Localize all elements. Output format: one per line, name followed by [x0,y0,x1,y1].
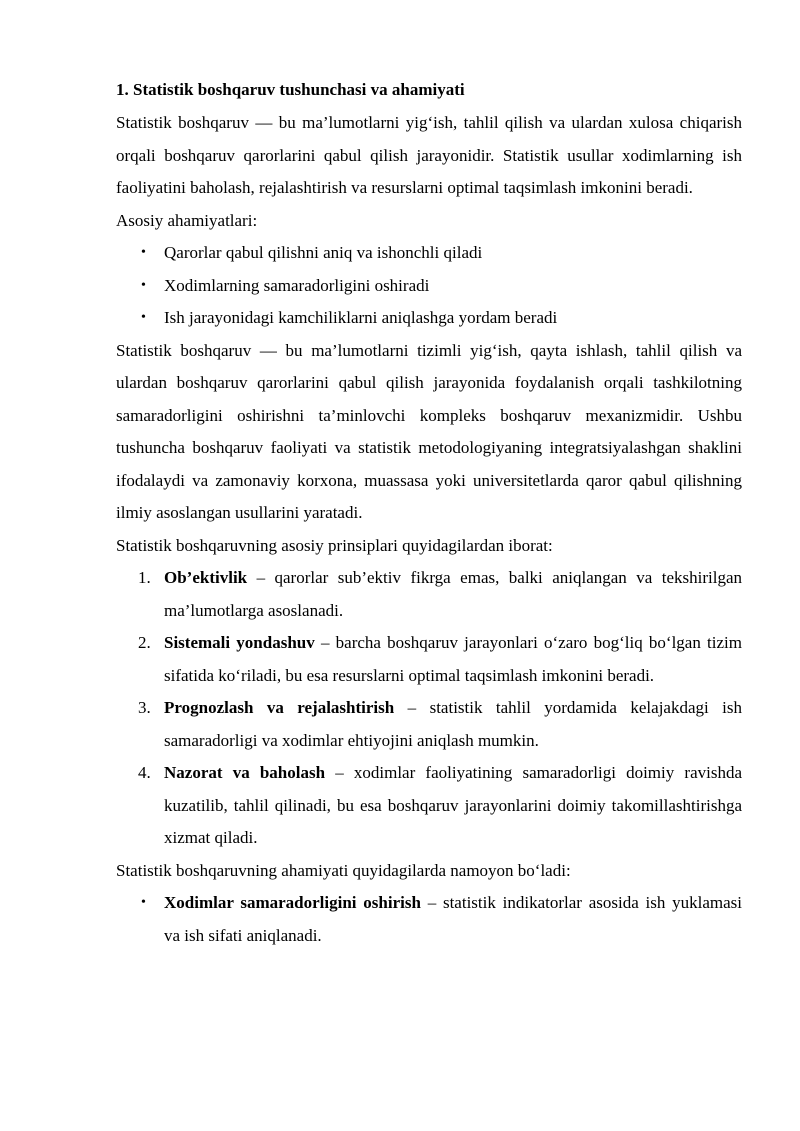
list-item [116,562,742,627]
importance-label: Statistik boshqaruvning ahamiyati quyidagilarda namoyon bo‘ladi: [116,860,571,880]
principle-term: Prognozlash va rejalashtirish [164,698,395,717]
intro-paragraph: Statistik boshqaruv — bu ma’lumotlarni yig‘ish, tahlil qilish va ulardan xulosa chiqarish orqali boshqaruv qarorlarini qabul qilish jarayonidir. Statistik usullar xodimlarning ish faoliyatini baholash, rejalashtirish va resurslarni optimal taqsimlash imkonini beradi. [116,113,742,197]
principles-label: Statistik boshqaruvning asosiy prinsiplari quyidagilardan iborat: [116,535,553,555]
bullet-icon: • [141,277,146,293]
list-number: 2. [138,633,151,652]
principles-list [116,562,742,855]
list-item: • Qarorlar qabul qilishni aniq va ishonchli qiladi [116,237,742,270]
list-number: 4. [138,763,151,782]
list-item [116,887,742,952]
list-number: 3. [138,698,151,717]
principle-text: – xodimlar faoliyatining samaradorligi doimiy ravishda kuzatilib, tahlil qilinadi, bu esa boshqaruv jarayonlarini doimiy takomillashtirishga xizmat qiladi. [164,763,742,847]
definition-paragraph: Statistik boshqaruv — bu ma’lumotlarni tizimli yig‘ish, qayta ishlash, tahlil qilish va ulardan boshqaruv qarorlarini qabul qilish jarayonida foydalanish orqali tashkilotning samaradorligini oshirishni ta’minlovchi kompleks boshqaruv mexanizmidir. Ushbu tushuncha boshqaruv faoliyati va statistik metodologiyaning integratsiyalashgan shaklini ifodalaydi va zamonaviy korxona, muassasa yoki universitetlarda qaror qabul qilishning ilmiy asoslangan usullarini yaratadi. [116,340,742,522]
key-list [116,237,742,335]
principle-text: – statistik tahlil yordamida kelajakdagi ish samaradorligi va xodimlar ehtiyojini aniqlash mumkin. [164,698,742,750]
list-item [116,692,742,757]
principle-term: Sistemali yondashuv [164,633,315,652]
key-label: Asosiy ahamiyatlari: [116,210,258,230]
principle-term: Nazorat va baholash [164,763,326,782]
importance-term: Xodimlar samaradorligini oshirish [164,893,421,912]
list-item [116,627,742,692]
principle-text: – qarorlar sub’ektiv fikrga emas, balki aniqlangan va tekshirilgan ma’lumotlarga asoslanadi. [164,568,742,620]
principle-text: – barcha boshqaruv jarayonlari o‘zaro bog‘liq bo‘lgan tizim sifatida ko‘riladi, bu esa resurslarni optimal taqsimlash imkonini beradi. [164,633,742,685]
list-item: • Ish jarayonidagi kamchiliklarni aniqlashga yordam beradi [116,302,742,335]
list-item [116,757,742,855]
importance-text: – statistik indikatorlar asosida ish yuklamasi va ish sifati aniqlanadi. [164,893,742,945]
list-item: • Xodimlarning samaradorligini oshiradi [116,270,742,303]
bullet-icon: • [141,245,146,260]
bullet-icon: • [141,895,146,910]
principle-term: Ob’ektivlik [164,568,248,587]
importance-list [116,887,742,952]
list-number: 1. [138,568,151,587]
bullet-icon: • [141,310,146,325]
section-heading: 1. Statistik boshqaruv tushunchasi va ahamiyati [116,80,465,99]
